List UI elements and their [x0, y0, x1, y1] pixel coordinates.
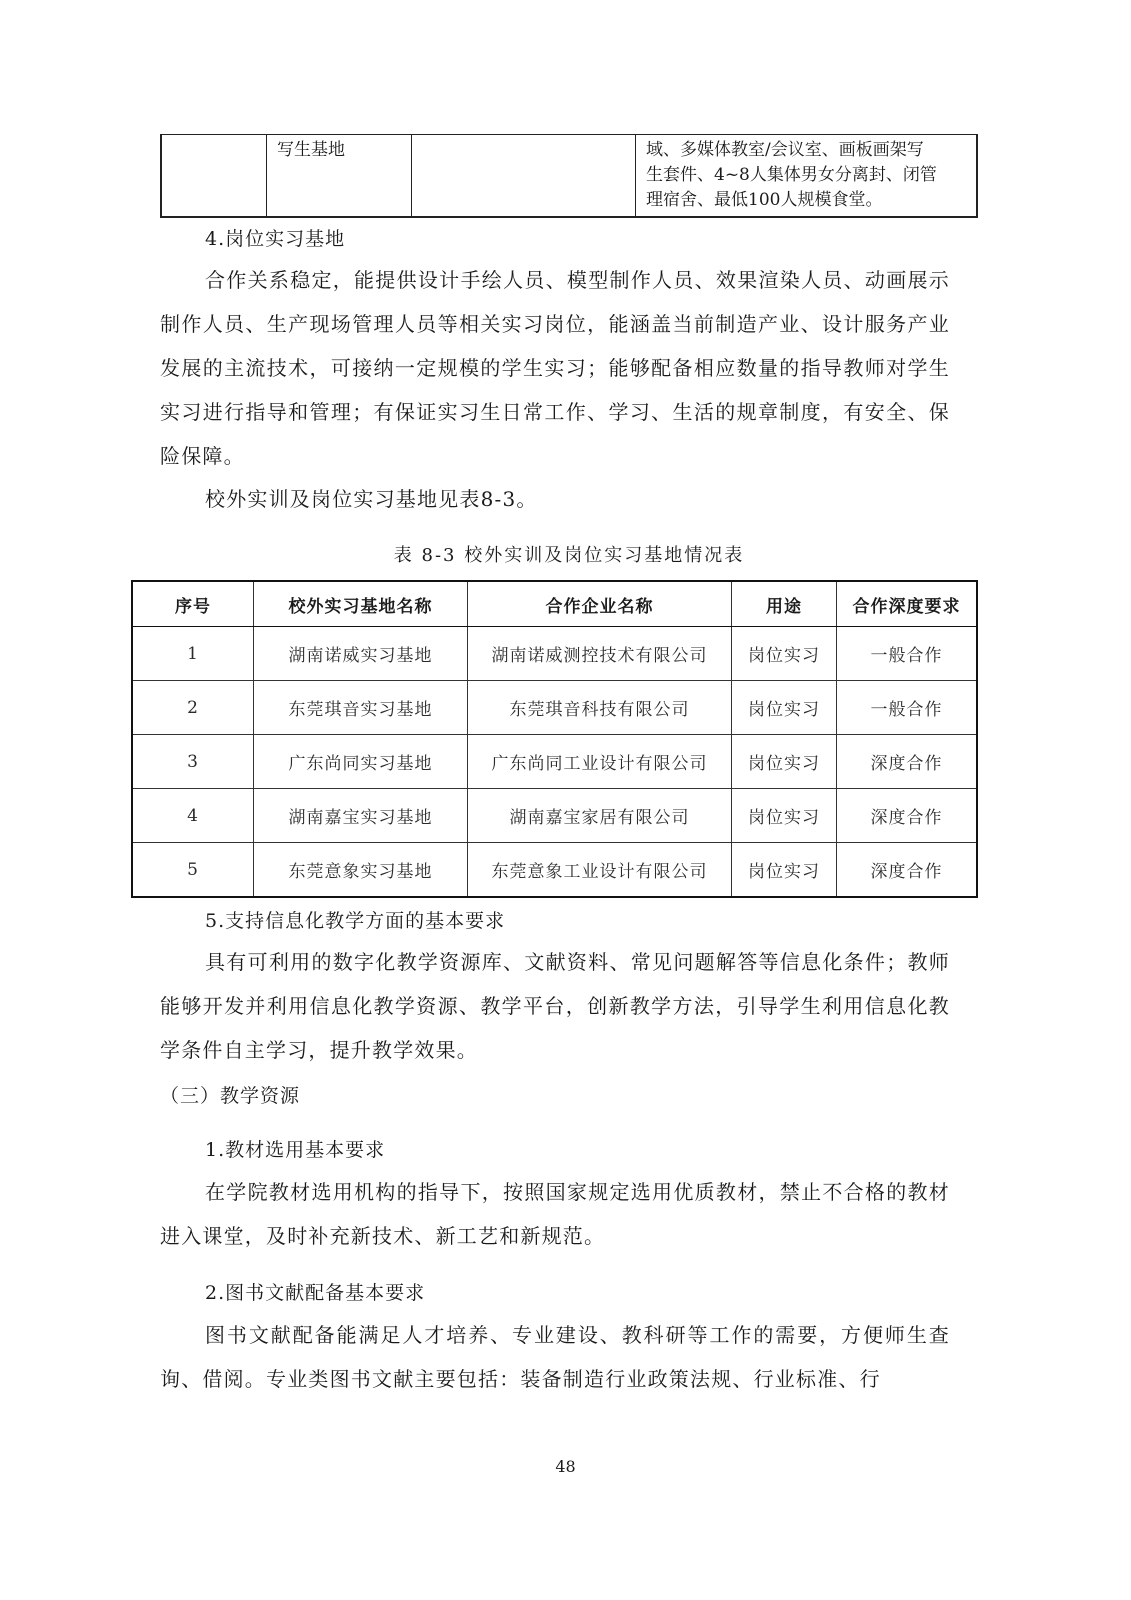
header-base-name: 校外实习基地名称	[254, 581, 468, 627]
cell-company-name: 湖南诺威测控技术有限公司	[468, 627, 732, 681]
cell-base-name: 东莞意象实习基地	[254, 843, 468, 898]
cell-purpose: 岗位实习	[732, 627, 837, 681]
cell-base-name: 湖南诺威实习基地	[254, 627, 468, 681]
cell-cooperation-depth: 深度合作	[837, 789, 978, 843]
table-row	[132, 735, 977, 789]
header-purpose: 用途	[732, 581, 837, 627]
paragraph-textbooks: 在学院教材选用机构的指导下，按照国家规定选用优质教材，禁止不合格的教材进入课堂，及时补充新技术、新工艺和新规范。	[160, 1180, 950, 1248]
cell-purpose: 岗位实习	[732, 735, 837, 789]
cell-company-name: 东莞琪音科技有限公司	[468, 681, 732, 735]
cell-line: 域、多媒体教室/会议室、画板画架写	[646, 140, 924, 160]
header-serial: 序号	[132, 581, 254, 627]
section-heading-internship-base: 4.岗位实习基地	[205, 228, 346, 250]
cell-base-name: 东莞琪音实习基地	[254, 681, 468, 735]
table-row	[132, 789, 977, 843]
cell-base-name: 广东尚同实习基地	[254, 735, 468, 789]
page-number: 48	[555, 1457, 576, 1476]
table-caption: 表 8-3 校外实训及岗位实习基地情况表	[393, 545, 745, 566]
cell-serial: 3	[132, 735, 254, 789]
cell-company-name: 东莞意象工业设计有限公司	[468, 843, 732, 898]
section-heading-informatization: 5.支持信息化教学方面的基本要求	[205, 910, 506, 932]
cell-purpose: 岗位实习	[732, 681, 837, 735]
section-heading-teaching-resources: （三）教学资源	[160, 1085, 301, 1107]
cell-purpose: 岗位实习	[732, 789, 837, 843]
paragraph-table-reference: 校外实训及岗位实习基地见表8-3。	[205, 487, 538, 511]
cell-company-name: 广东尚同工业设计有限公司	[468, 735, 732, 789]
cell-serial: 5	[132, 843, 254, 898]
header-cooperation-depth: 合作深度要求	[837, 581, 978, 627]
cell-purpose: 岗位实习	[732, 843, 837, 898]
subsection-heading-textbooks: 1.教材选用基本要求	[205, 1139, 386, 1161]
cell-line: 理宿舍、最低100人规模食堂。	[646, 190, 883, 210]
paragraph-informatization: 具有可利用的数字化教学资源库、文献资料、常见问题解答等信息化条件；教师能够开发并利用信息化教学资源、教学平台，创新教学方法，引导学生利用信息化教学条件自主学习，提升教学效果。	[160, 950, 950, 1062]
cell-cooperation-depth: 一般合作	[837, 681, 978, 735]
paragraph-internship-base: 合作关系稳定，能提供设计手绘人员、模型制作人员、效果渲染人员、动画展示制作人员、生产现场管理人员等相关实习岗位，能涵盖当前制造产业、设计服务产业发展的主流技术，可接纳一定规模的学生实习；能够配备相应数量的指导教师对学生实习进行指导和管理；有保证实习生日常工作、学习、生活的规章制度，有安全、保险保障。	[160, 268, 950, 468]
continuation-table	[160, 134, 978, 218]
table-header-row	[132, 581, 977, 627]
internship-bases-table	[131, 580, 978, 898]
table-cell	[161, 135, 267, 218]
table-row	[132, 843, 977, 898]
cell-serial: 2	[132, 681, 254, 735]
cell-base-name: 湖南嘉宝实习基地	[254, 789, 468, 843]
table-cell	[636, 135, 978, 218]
cell-serial: 4	[132, 789, 254, 843]
paragraph-library: 图书文献配备能满足人才培养、专业建设、教科研等工作的需要，方便师生查询、借阅。专业类图书文献主要包括：装备制造行业政策法规、行业标准、行	[160, 1323, 950, 1391]
cell-serial: 1	[132, 627, 254, 681]
cell-cooperation-depth: 深度合作	[837, 843, 978, 898]
table-row	[132, 681, 977, 735]
cell-line: 生套件、4~8人集体男女分离封、闭管	[646, 165, 937, 185]
cell-cooperation-depth: 一般合作	[837, 627, 978, 681]
table-cell: 写生基地	[267, 135, 412, 218]
table-row	[132, 627, 977, 681]
header-company-name: 合作企业名称	[468, 581, 732, 627]
table-row	[161, 135, 977, 218]
cell-company-name: 湖南嘉宝家居有限公司	[468, 789, 732, 843]
subsection-heading-library: 2.图书文献配备基本要求	[205, 1282, 426, 1304]
cell-cooperation-depth: 深度合作	[837, 735, 978, 789]
table-cell	[412, 135, 636, 218]
